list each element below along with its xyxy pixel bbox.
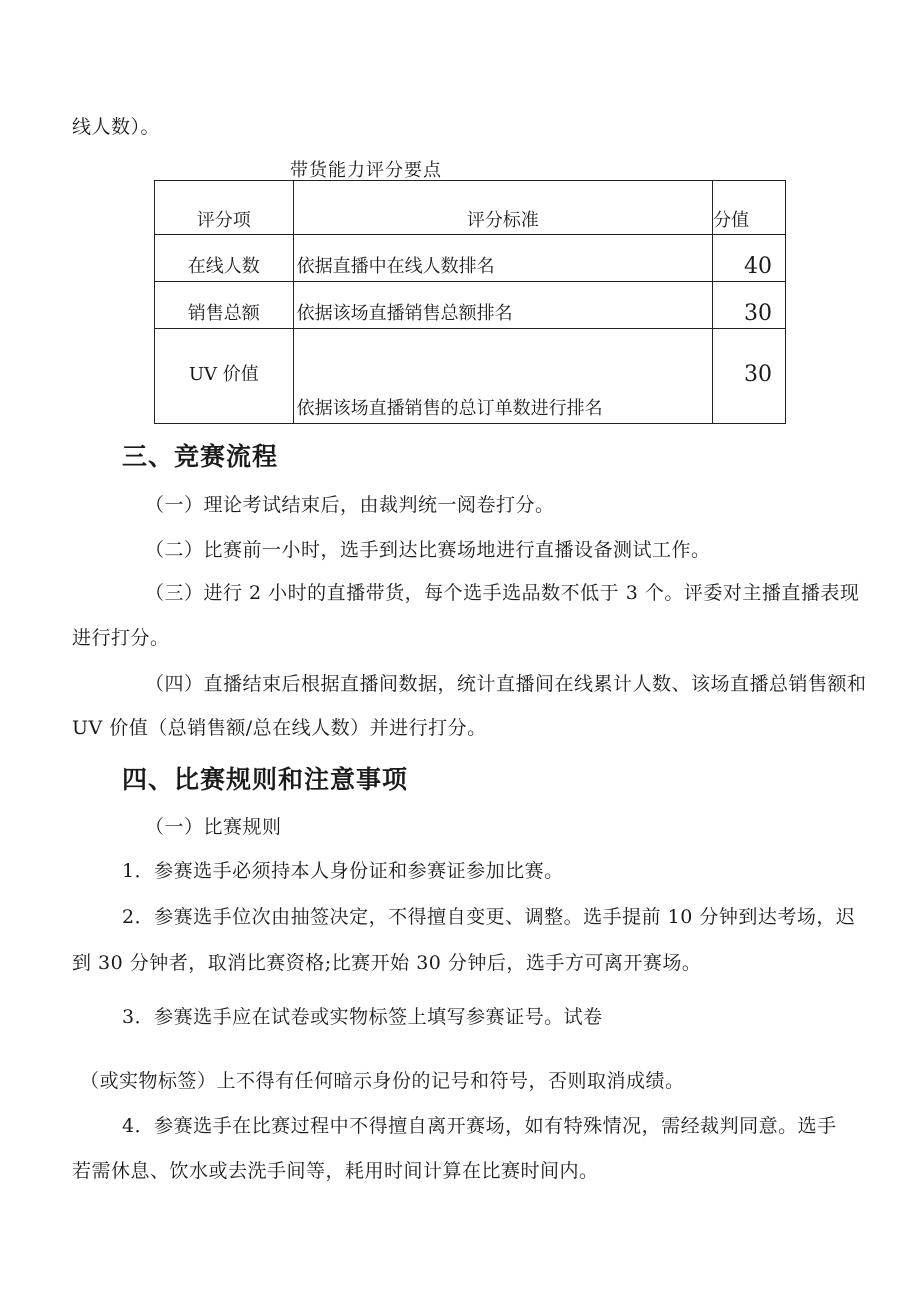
table-row	[155, 235, 786, 282]
section3-paragraph: 进行打分。	[72, 627, 170, 649]
header-criteria: 评分标准	[466, 210, 539, 231]
section3-paragraph: （一）理论考试结束后，由裁判统一阅卷打分。	[145, 494, 555, 516]
header-item: 评分项	[196, 210, 251, 231]
section3-paragraph: （三）进行 2 小时的直播带货，每个选手选品数不低于 3 个。评委对主播直播表现	[145, 582, 860, 604]
rule-item: 到 30 分钟者，取消比赛资格;比赛开始 30 分钟后，选手方可离开赛场。	[72, 952, 702, 974]
row-score: 30	[744, 361, 773, 387]
rule-item: （或实物标签）上不得有任何暗示身份的记号和符号，否则取消成绩。	[80, 1070, 685, 1092]
table-row	[155, 329, 786, 424]
row-item: UV 价值	[188, 364, 259, 385]
rule-item: 2．参赛选手位次由抽签决定，不得擅自变更、调整。选手提前 10 分钟到达考场，迟	[122, 906, 856, 928]
table-row	[155, 282, 786, 329]
header-score: 分值	[713, 210, 750, 231]
section4-subheading: （一）比赛规则	[145, 816, 282, 838]
scoring-table	[154, 180, 786, 424]
section3-heading: 三、竞赛流程	[122, 442, 279, 471]
table-header-row	[155, 181, 786, 235]
row-criteria: 依据该场直播销售总额排名	[296, 303, 513, 324]
section3-paragraph: UV 价值（总销售额/总在线人数）并进行打分。	[72, 717, 487, 739]
intro-tail-text: 线人数）。	[72, 116, 161, 138]
row-criteria: 依据直播中在线人数排名	[296, 256, 495, 277]
row-score: 30	[744, 301, 773, 326]
row-criteria: 依据该场直播销售的总订单数进行排名	[296, 398, 603, 419]
rule-item: 1．参赛选手必须持本人身份证和参赛证参加比赛。	[122, 860, 564, 882]
section3-paragraph: （四）直播结束后根据直播间数据，统计直播间在线累计人数、该场直播总销售额和	[145, 673, 867, 695]
table-caption: 带货能力评分要点	[290, 160, 442, 181]
row-item: 销售总额	[187, 303, 260, 324]
rule-item: 3．参赛选手应在试卷或实物标签上填写参赛证号。试卷	[122, 1006, 603, 1028]
rule-item: 4．参赛选手在比赛过程中不得擅自离开赛场，如有特殊情况，需经裁判同意。选手	[122, 1115, 837, 1137]
row-item: 在线人数	[187, 256, 260, 277]
rule-item: 若需休息、饮水或去洗手间等，耗用时间计算在比赛时间内。	[72, 1160, 599, 1182]
section4-heading: 四、比赛规则和注意事项	[122, 765, 409, 794]
section3-paragraph: （二）比赛前一小时，选手到达比赛场地进行直播设备测试工作。	[145, 539, 711, 561]
row-score: 40	[744, 254, 773, 279]
